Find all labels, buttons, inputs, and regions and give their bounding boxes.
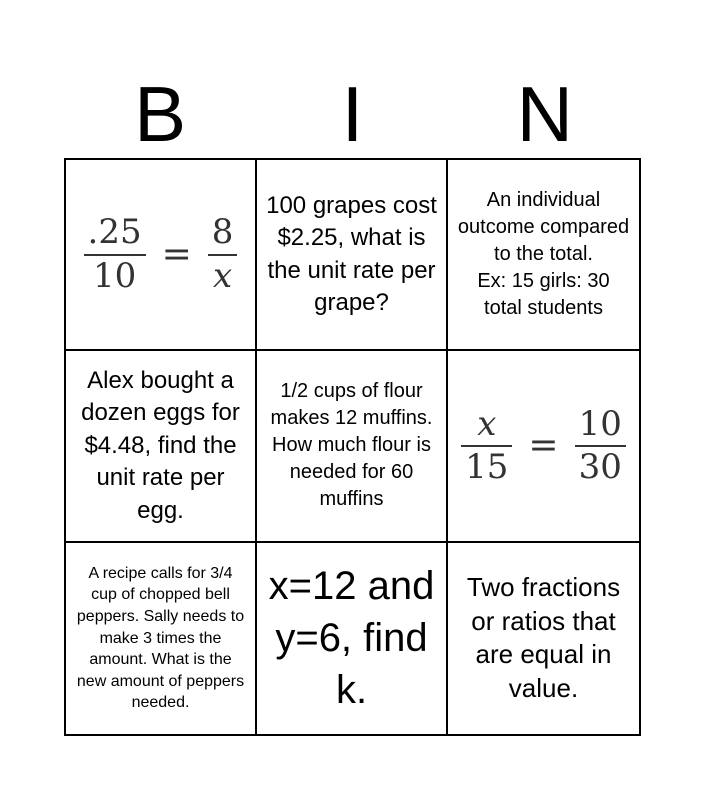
cell-text: Two fractions or ratios that are equal in value. — [466, 571, 621, 704]
bingo-cell-r3c1[interactable] — [66, 543, 257, 734]
bingo-board — [64, 158, 641, 736]
cell-text: 1/2 cups of flour makes 12 muffins. How much flour is needed for 60 muffins — [270, 380, 433, 511]
fraction-right — [208, 214, 238, 295]
bingo-cell-r1c2[interactable] — [257, 160, 448, 351]
denominator: 30 — [578, 446, 622, 487]
numerator: x — [477, 403, 497, 444]
cell-text: Alex bought a dozen eggs for $4.48, find the unit rate per egg. — [81, 367, 240, 524]
bingo-header — [64, 72, 641, 156]
bingo-cell-r1c3[interactable] — [448, 160, 639, 351]
fraction-left — [461, 403, 512, 487]
bingo-cell-r2c1[interactable] — [66, 351, 257, 542]
proportion-equation — [455, 403, 632, 487]
denominator: 10 — [92, 255, 137, 296]
denominator: x — [213, 255, 233, 296]
header-letter-b: B — [134, 70, 187, 158]
denominator: 15 — [465, 446, 509, 487]
fraction-right — [575, 403, 626, 487]
numerator: .25 — [87, 212, 142, 253]
cell-text: 100 grapes cost $2.25, what is the unit rate per grape? — [266, 191, 437, 317]
cell-text: A recipe calls for 3/4 cup of chopped bell peppers. Sally needs to make 3 times the amount. What is the new amount of peppers needed. — [76, 564, 245, 712]
equals-sign: = — [161, 234, 192, 276]
bingo-cell-r2c3[interactable] — [448, 351, 639, 542]
numerator: 10 — [578, 403, 622, 444]
fraction-left — [84, 214, 146, 295]
header-letter-n: N — [516, 70, 573, 158]
cell-text: An individual outcome compared to the total. Ex: 15 girls: 30 total students — [457, 189, 630, 320]
bingo-cell-r2c2[interactable] — [257, 351, 448, 542]
header-letter-i: I — [341, 70, 364, 158]
equals-sign: = — [528, 425, 559, 467]
bingo-cell-r3c3[interactable] — [448, 543, 639, 734]
bingo-cell-r3c2[interactable] — [257, 543, 448, 734]
cell-text: x=12 and y=6, find k. — [268, 564, 435, 713]
bingo-cell-r1c1[interactable] — [66, 160, 257, 351]
proportion-equation — [78, 214, 244, 295]
numerator: 8 — [211, 212, 234, 253]
